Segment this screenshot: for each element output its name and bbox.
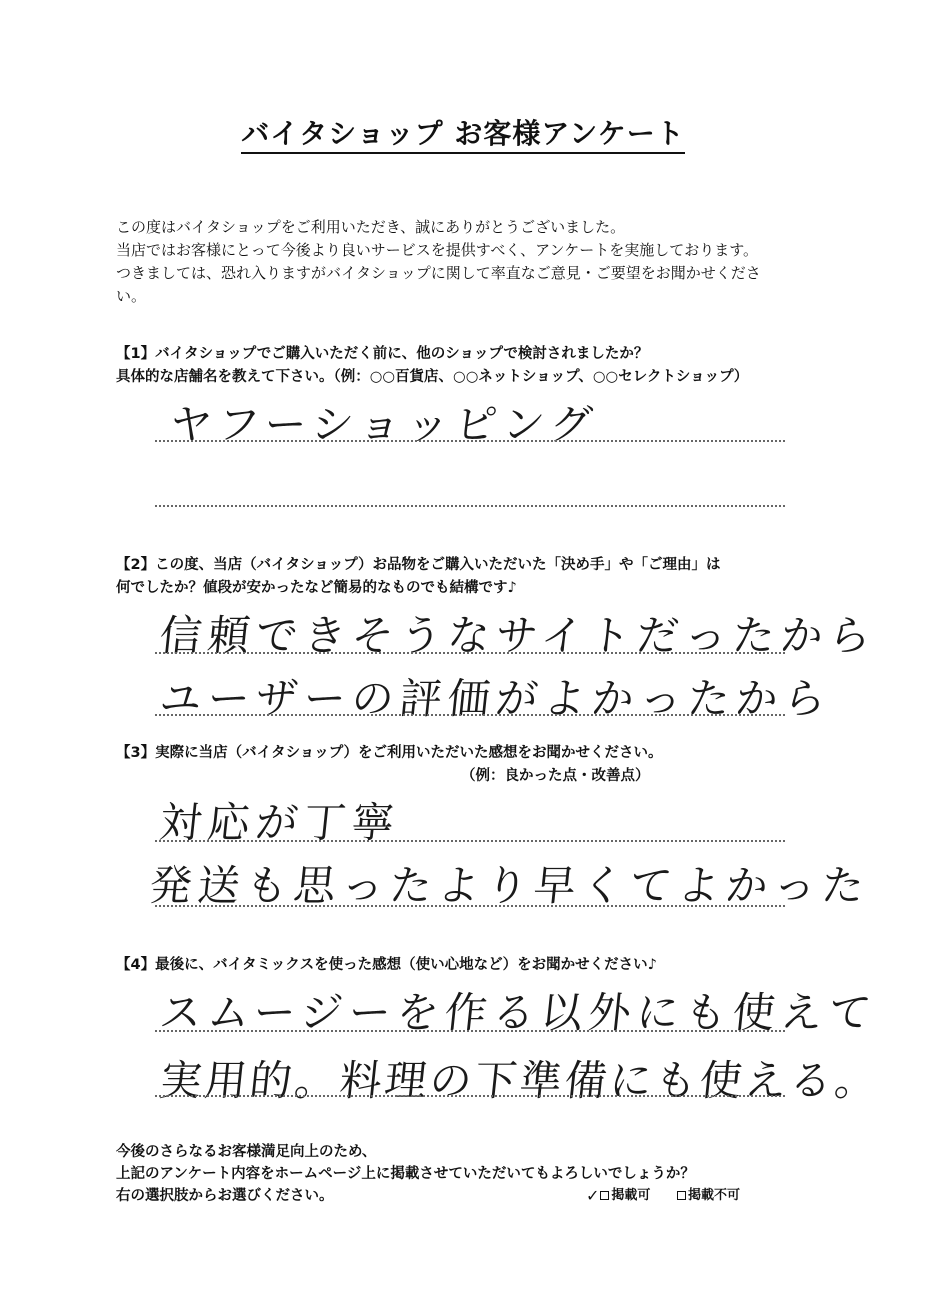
page-title bbox=[0, 112, 926, 152]
question-text: 具体的な店舗名を教えて下さい。（例：○○百貨店、○○ネットショップ、○○セレクトショップ） bbox=[116, 369, 749, 385]
answer-line bbox=[155, 1030, 785, 1032]
handwritten-answer: スムージーを作る以外にも使えて bbox=[157, 988, 880, 1037]
handwritten-answer: 実用的。料理の下準備にも使える。 bbox=[157, 1056, 883, 1105]
answer-line bbox=[155, 714, 785, 716]
footer-line: 右の選択肢からお選びください。 bbox=[116, 1188, 334, 1204]
option-label: 掲載不可 bbox=[688, 1188, 741, 1203]
answer-line bbox=[155, 1095, 785, 1097]
answer-line bbox=[155, 652, 785, 654]
handwritten-answer: ユーザーの評価がよかったから bbox=[157, 674, 835, 723]
intro-line: この度はバイタショップをご利用いただき、誠にありがとうございました。 bbox=[116, 218, 626, 236]
option-publish-ng[interactable] bbox=[677, 1185, 740, 1207]
question-2 bbox=[116, 554, 836, 600]
intro-line: 当店ではお客様にとって今後より良いサービスを提供すべく、アンケートを実施しております。 bbox=[116, 241, 759, 259]
checkbox[interactable] bbox=[600, 1191, 609, 1200]
answer-line bbox=[155, 440, 785, 442]
question-4 bbox=[116, 954, 836, 977]
handwritten-answer: 発送も思ったより早くてよかった bbox=[147, 861, 873, 910]
intro-line: つきましては、恐れ入りますがバイタショップに関して率直なご意見・ご要望をお聞かせくださ bbox=[116, 264, 761, 282]
answer-line bbox=[155, 505, 785, 507]
question-text: 【4】最後に、バイタミックスを使った感想（使い心地など）をお聞かせください♪ bbox=[116, 957, 657, 973]
checkbox[interactable] bbox=[677, 1191, 686, 1200]
intro-paragraph bbox=[116, 216, 816, 308]
title-text: バイタショップ お客様アンケート bbox=[241, 117, 685, 154]
option-publish-ok[interactable] bbox=[586, 1185, 650, 1207]
option-label: 掲載可 bbox=[611, 1188, 651, 1203]
question-text: 【2】この度、当店（バイタショップ）お品物をご購入いただいた「決め手」や「ご理由」は bbox=[116, 557, 721, 573]
question-text: 【3】実際に当店（バイタショップ）をご利用いただいた感想をお聞かせください。 bbox=[116, 745, 663, 761]
question-1 bbox=[116, 343, 836, 389]
check-mark-icon: ✓ bbox=[586, 1186, 600, 1205]
question-3 bbox=[116, 742, 836, 788]
footer-line: 今後のさらなるお客様満足向上のため、 bbox=[116, 1144, 377, 1160]
handwritten-answer: ヤフーショッピング bbox=[167, 400, 601, 449]
answer-line bbox=[155, 840, 785, 842]
question-text: 何でしたか？値段が安かったなど簡易的なものでも結構です♪ bbox=[116, 580, 517, 596]
intro-line: い。 bbox=[116, 287, 147, 305]
question-example: （例：良かった点・改善点） bbox=[461, 768, 650, 784]
handwritten-answer: 対応が丁寧 bbox=[157, 798, 403, 847]
footer-line: 上記のアンケート内容をホームページ上に掲載させていただいてもよろしいでしょうか？ bbox=[116, 1166, 695, 1182]
question-text: 【1】バイタショップでご購入いただく前に、他のショップで検討されましたか？ bbox=[116, 346, 649, 362]
handwritten-answer: 信頼できそうなサイトだったから bbox=[157, 611, 880, 660]
answer-line bbox=[155, 905, 785, 907]
